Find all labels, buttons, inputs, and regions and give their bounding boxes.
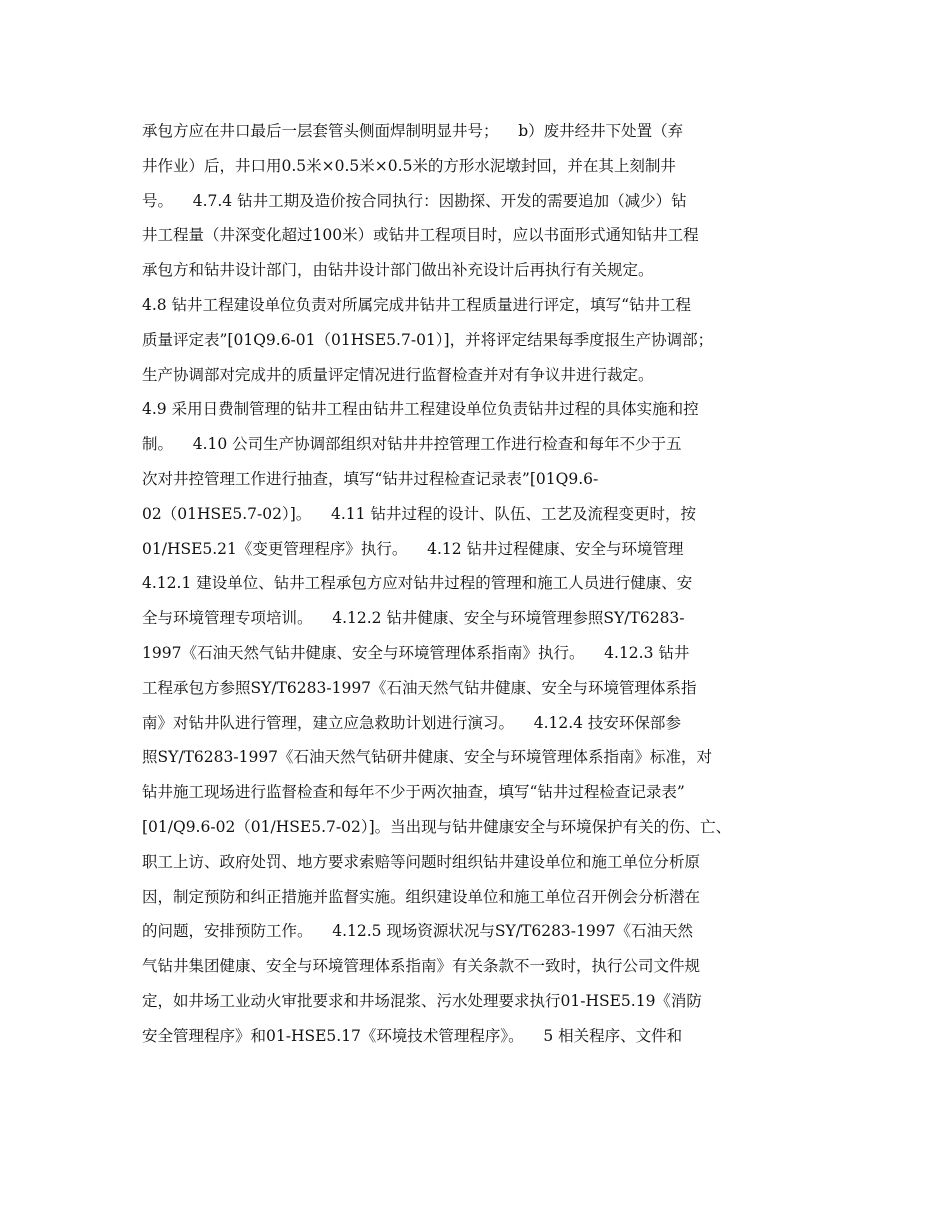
text-line: 井作业）后，井口用0.5米×0.5米×0.5米的方形水泥墩封回，并在其上刻制井 xyxy=(142,156,676,175)
text-line: 气钻井集团健康、安全与环境管理体系指南》有关条款不一致时，执行公司文件规 xyxy=(142,957,701,976)
text-line: 质量评定表”[01Q9.6-01（01HSE5.7-01）]，并将评定结果每季度报生产协调部； xyxy=(142,330,714,349)
text-line: 4.12.1 建设单位、钻井工程承包方应对钻井过程的管理和施工人员进行健康、安 xyxy=(142,574,693,593)
text-line: 01/HSE5.21《变更管理程序》执行。 4.12 钻井过程健康、安全与环境管理 xyxy=(142,539,684,558)
text-line: 制。 4.10 公司生产协调部组织对钻井井控管理工作进行检查和每年不少于五 xyxy=(142,435,682,454)
text-line: 承包方和钻井设计部门，由钻井设计部门做出补充设计后再执行有关规定。 xyxy=(142,261,654,280)
text-line: 号。 4.7.4 钻井工期及造价按合同执行：因勘探、开发的需要追加（减少）钻 xyxy=(142,191,687,210)
text-line: 承包方应在井口最后一层套管头侧面焊制明显井号； b）废井经井下处置（弃 xyxy=(142,122,684,140)
text-line: 的问题，安排预防工作。 4.12.5 现场资源状况与SY/T6283-1997《石油天然 xyxy=(142,922,693,941)
text-line: 次对井控管理工作进行抽查，填写“钻井过程检查记录表”[01Q9.6- xyxy=(142,469,599,488)
text-line: 工程承包方参照SY/T6283-1997《石油天然气钻井健康、安全与环境管理体系指 xyxy=(142,678,697,697)
text-line: 钻井施工现场进行监督检查和每年不少于两次抽查，填写“钻井过程检查记录表” xyxy=(142,783,685,802)
text-line: 4.9 采用日费制管理的钻井工程由钻井工程建设单位负责钻井过程的具体实施和控 xyxy=(142,400,699,419)
text-line: 职工上访、政府处罚、地方要求索赔等问题时组织钻井建设单位和施工单位分析原 xyxy=(142,852,701,871)
text-line: 南》对钻井队进行管理，建立应急救助计划进行演习。 4.12.4 技安环保部参 xyxy=(142,713,681,732)
text-line: 定，如井场工业动火审批要求和井场混浆、污水处理要求执行01-HSE5.19《消防 xyxy=(142,991,702,1010)
text-line: [01/Q9.6-02（01/HSE5.7-02）]。当出现与钻井健康安全与环境保护有关的伤、亡、 xyxy=(142,817,732,836)
text-line: 井工程量（井深变化超过100米）或钻井工程项目时，应以书面形式通知钻井工程 xyxy=(142,226,699,245)
text-line: 因，制定预防和纠正措施并监督实施。组织建设单位和施工单位召开例会分析潜在 xyxy=(142,887,701,906)
text-line: 生产协调部对完成井的质量评定情况进行监督检查并对有争议井进行裁定。 xyxy=(142,365,654,384)
text-line: 4.8 钻井工程建设单位负责对所属完成井钻井工程质量进行评定，填写“钻井工程 xyxy=(142,295,692,314)
text-line: 02（01HSE5.7-02）]。 4.11 钻井过程的设计、队伍、工艺及流程变更时，按 xyxy=(142,504,696,523)
text-line: 全与环境管理专项培训。 4.12.2 钻井健康、安全与环境管理参照SY/T6283- xyxy=(142,609,685,628)
text-line: 安全管理程序》和01-HSE5.17《环境技术管理程序》。 5 相关程序、文件和 xyxy=(142,1026,683,1045)
text-line: 照SY/T6283-1997《石油天然气钻研井健康、安全与环境管理体系指南》标准，对 xyxy=(142,748,713,767)
text-line: 1997《石油天然气钻井健康、安全与环境管理体系指南》执行。 4.12.3 钻井 xyxy=(142,643,690,662)
body-text xyxy=(142,114,822,1054)
